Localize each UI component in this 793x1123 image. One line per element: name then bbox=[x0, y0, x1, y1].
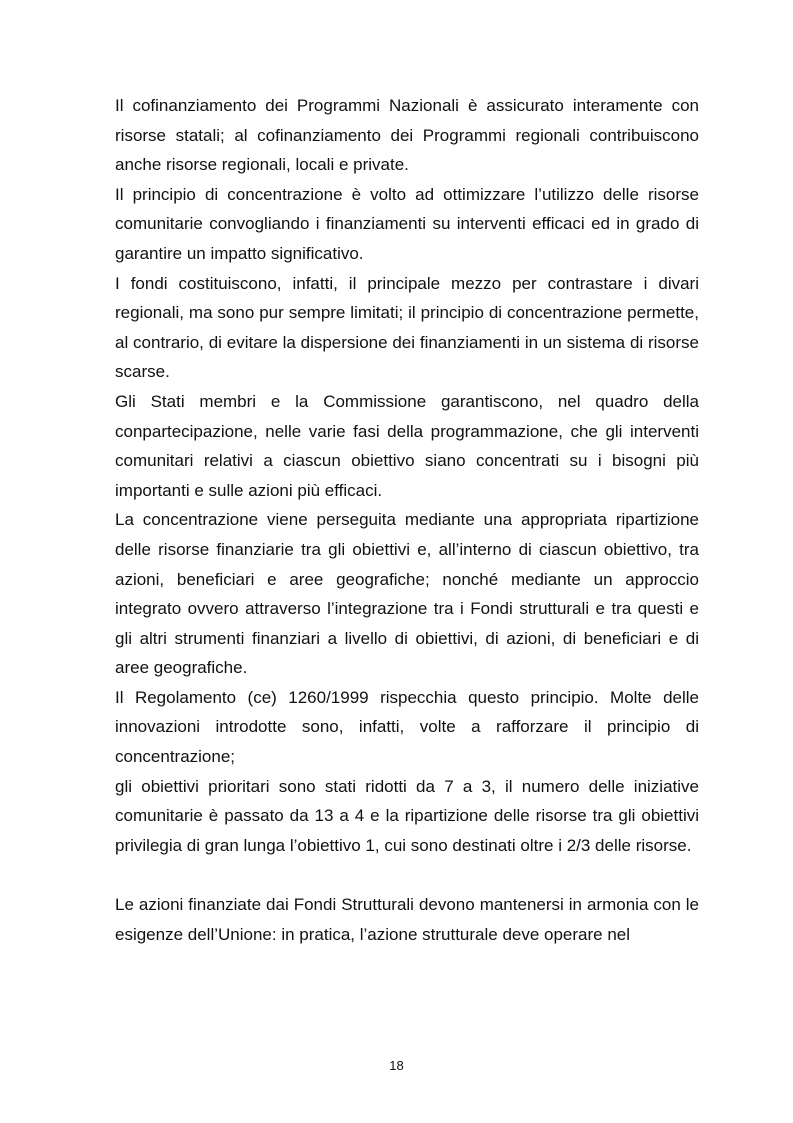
paragraph-spacer bbox=[115, 860, 699, 890]
paragraph-regulation: Il Regolamento (ce) 1260/1999 rispecchia questo principio. Molte delle innovazioni introdotte sono, infatti, volte a rafforzare il principio di concentrazione; bbox=[115, 687, 699, 767]
paragraph-concentration-method: La concentrazione viene perseguita mediante una appropriata ripartizione delle risorse finanziarie tra gli obiettivi e, all’interno di ciascun obiettivo, tra azioni, beneficiari e aree geografiche; nonché mediante un approccio integrato ovvero attraverso l’integrazione tra i Fondi strutturali e tra questi e gli altri strumenti finanziari a livello di obiettivi, di azioni, di beneficiari e di aree geografiche. bbox=[115, 510, 699, 678]
paragraph-cofinancing: Il cofinanziamento dei Programmi Nazionali è assicurato interamente con risorse statali; al cofinanziamento dei Programmi regionali contribuiscono anche risorse regionali, locali e private. bbox=[115, 96, 699, 175]
body-text bbox=[115, 91, 699, 949]
page-number: 18 bbox=[389, 1058, 404, 1073]
paragraph-funds-limited: I fondi costituiscono, infatti, il principale mezzo per contrastare i divari regionali, ma sono pur sempre limitati; il principio di concentrazione permette, al contrario, di evitare la dispersione dei finanziamenti in un sistema di risorse scarse. bbox=[115, 273, 699, 382]
paragraph-structural-actions: Le azioni finanziate dai Fondi Strutturali devono mantenersi in armonia con le esigenze dell’Unione: in pratica, l’azione strutturale deve operare nel bbox=[115, 895, 699, 944]
paragraph-member-states: Gli Stati membri e la Commissione garantiscono, nel quadro della conpartecipazione, nelle varie fasi della programmazione, che gli interventi comunitari relativi a ciascun obiettivo siano concentrati su i bisogni più importanti e sulle azioni più efficaci. bbox=[115, 391, 699, 500]
paragraph-concentration-principle: Il principio di concentrazione è volto ad ottimizzare l’utilizzo delle risorse comunitarie convogliando i finanziamenti su interventi efficaci ed in grado di garantire un impatto significativo. bbox=[115, 184, 699, 263]
paragraph-objectives-reduced: gli obiettivi prioritari sono stati ridotti da 7 a 3, il numero delle iniziative comunitarie è passato da 13 a 4 e la ripartizione delle risorse tra gli obiettivi privilegia di gran lunga l’obiettivo 1, cui sono destinati oltre i 2/3 delle risorse. bbox=[115, 776, 699, 855]
